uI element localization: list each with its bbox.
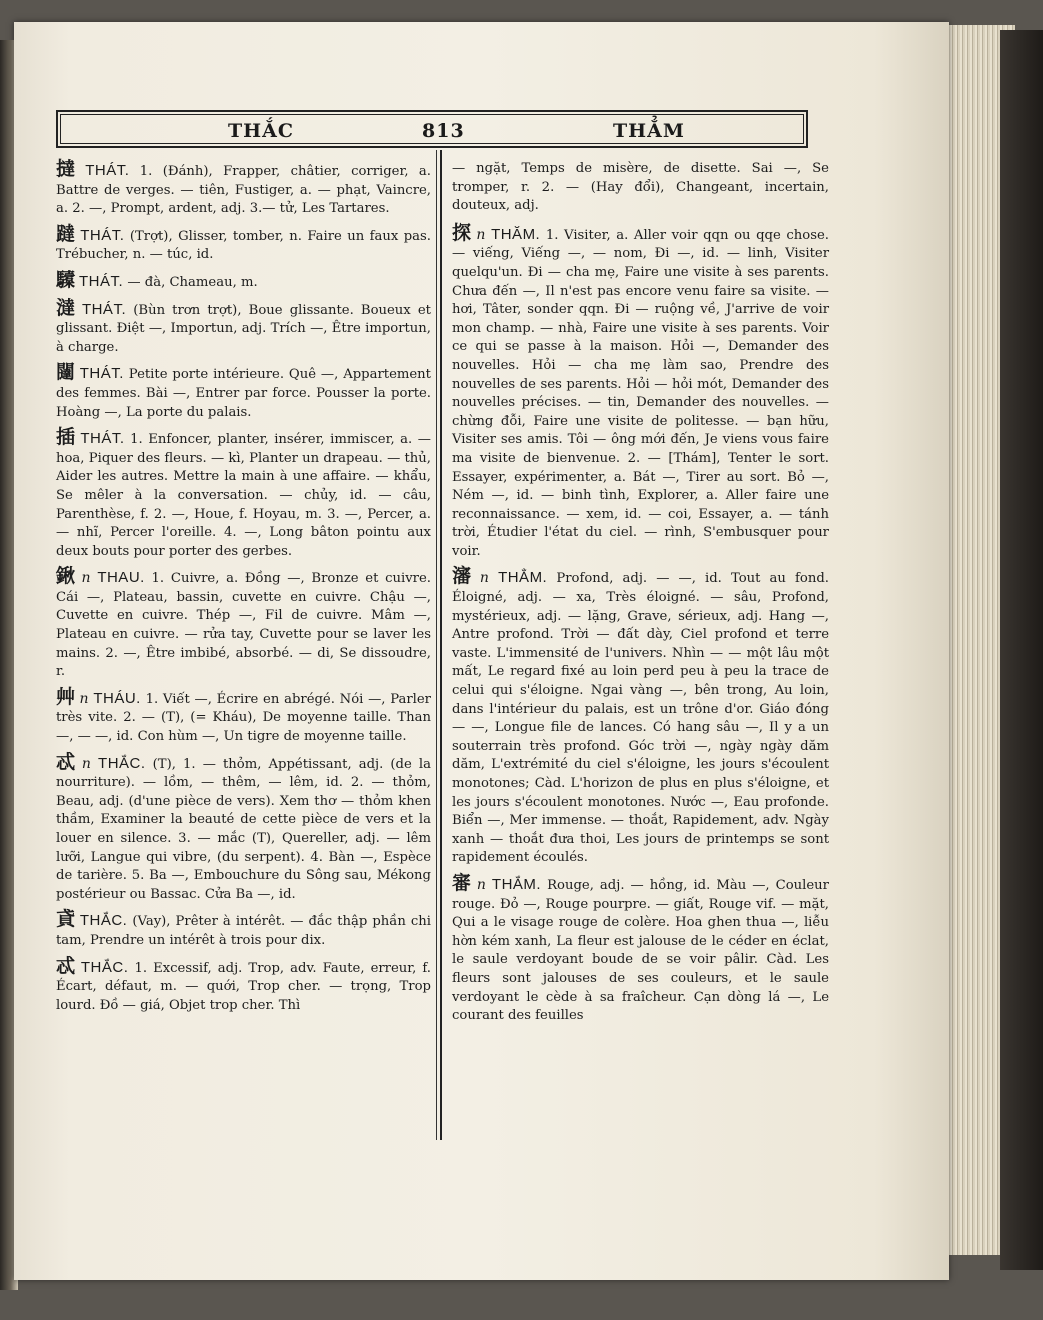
dictionary-entry [56, 296, 431, 358]
entry-character: 艸 [56, 685, 76, 708]
continued-entry-text: — ngặt, Temps de misère, de disette. Sai —, Se tromper, r. 2. — (Hay đổi), Changeant, incertain, douteux, adj. [452, 161, 829, 214]
dictionary-entry [452, 871, 829, 1026]
dictionary-entry [56, 268, 431, 293]
entry-character: 澾 [56, 296, 78, 319]
header-left-word: THẮC [228, 120, 294, 142]
dictionary-entry [56, 567, 431, 682]
entry-definition: (Vay), Prêter à intérêt. — đắc thập phần chi tam, Prendre un intérêt à trois pour dix. [56, 914, 431, 948]
entry-definition: (T), 1. — thỏm, Appétissant, adj. (de la nourriture). — lồm, — thêm, — lêm, id. 2. — thỏm, Beau, adj. (d'une pièce de vers). Xem thơ — thỏm khen thầm, Examiner la beauté de cette pièce de vers et la louer en silence. 3. — mắc (T), Quereller, adj. — lêm lưỡi, Langue qui vibre, (du serpent). 4. Bàn —, Espèce de tarière. 5. Ba —, Embouchure du Sông sau, Mékong postérieur ou Bassac. Cửa Ba —, id. [56, 756, 431, 902]
entry-headword: THAU. [97, 569, 145, 587]
entry-character: 審 [452, 871, 473, 894]
dictionary-entry [452, 567, 829, 868]
entry-headword: THẮC. [98, 754, 146, 772]
entry-headword: THÁU. [93, 689, 141, 707]
entry-pos-marker: n [476, 876, 486, 893]
book-cover-right [1000, 30, 1043, 1270]
entry-pos-marker: n [79, 690, 89, 707]
entry-headword: THÁT. [85, 162, 130, 179]
entry-pos-marker: n [81, 570, 91, 587]
dictionary-entry [56, 910, 431, 950]
entry-character: 闥 [56, 361, 76, 384]
page-number: 813 [422, 120, 465, 142]
entry-headword: THẮM. [491, 875, 542, 893]
entry-character: 探 [452, 221, 473, 244]
entry-definition: Profond, adj. — —, id. Tout au fond. Éloigné, adj. — xa, Très éloigné. — sâu, Profond, mystérieux, adj. — lặng, Grave, sérieux, adj. Hang —, Antre profond. Trời — đất dày, Ciel profond et terre vaste. L'immensité de l'univers. Nhìn — — một lâu một mất, Le regard fixé au loin perd peu à peu la trace de celui qui s'éloigne. Ngai vàng —, bên trong, Au loin, dans l'intérieur du palais, est un trône d'or. Giáo đóng — —, Longue file de lances. Có hang sâu —, Il y a un souterrain très profond. Góc trời —, ngày ngày dăm dăm, L'extrémité du ciel s'éloigne, les jours s'écoulent monotones; Càd. L'horizon de plus en plus s'éloigne, et les jours s'écoulent monotones. Nước —, Eau profonde. Biển —, Mer immense. — thoắt, Rapidement, adv. Ngày xanh — thoắt đưa thoi, Les jours de printemps se sont rapidement écoulés. [452, 571, 829, 866]
entry-character: 瀋 [452, 565, 476, 588]
entry-headword: THÁT. [79, 272, 124, 290]
entry-pos-marker: n [476, 226, 486, 243]
entry-headword: THẮC. [79, 912, 128, 930]
entry-definition: Petite porte intérieure. Quê —, Appartement des femmes. Bài —, Entrer par force. Pousser la porte. Hoàng —, La porte du palais. [56, 367, 431, 420]
dictionary-entry [56, 685, 431, 747]
dictionary-entry [452, 221, 829, 562]
dictionary-entry [56, 428, 431, 561]
header-right-word: THẲM [613, 120, 685, 142]
entry-character: 鍬 [56, 565, 78, 588]
entry-headword: THẮC. [80, 958, 129, 976]
column-divider-thin [436, 150, 437, 1140]
entry-definition: 1. Viết —, Écrire en abrégé. Nói —, Parler très vite. 2. — (T), (= Kháu), De moyenne taille. Than —, — —, id. Con hùm —, Un tigre de moyenne taille. [56, 691, 431, 745]
left-column [56, 160, 431, 1021]
entry-character: 忒 [56, 954, 77, 977]
entry-headword: THÁT. [79, 365, 124, 383]
dictionary-entry [56, 750, 431, 905]
entry-headword: THĂM. [491, 225, 541, 243]
entry-definition: 1. Excessif, adj. Trop, adv. Faute, erreur, f. Écart, défaut, m. — quới, Trop cher. — trọng, Trop lourd. Đồ — giá, Objet trop cher. Thì [56, 960, 431, 1013]
column-divider [440, 150, 442, 1140]
entry-pos-marker: n [479, 570, 489, 587]
entry-character: 驝 [56, 268, 76, 291]
dictionary-entry [56, 160, 431, 219]
entry-definition: 1. Cuivre, a. Đồng —, Bronze et cuivre. Cái —, Plateau, bassin, cuvette en cuivre. Chậu —, Cuvette en cuivre. Thép —, Fil de cuivre. Mâm —, Plateau en cuivre. — rửa tay, Cuvette pour se laver les mains. 2. —, Être imbibé, absorbé. — di, Se dissoudre, r. [56, 571, 431, 680]
entry-definition: Rouge, adj. — hồng, id. Màu —, Couleur rouge. Đỏ —, Rouge pourpre. — giất, Rouge vif. — mặt, Qui a le visage rouge de colère. Hoa ghen thua —, liễu hờn kém xanh, La fleur est jalouse de le céder en éclat, le saule verdoyant boude de se voir pâlir. Càd. Les fleurs sont jalouses de ses couleurs, et le saule verdoyant le cède à sa fraîcheur. Cạn dòng lá —, Le courant des feuilles [452, 877, 829, 1024]
entry-pos-marker: n [81, 755, 91, 772]
entry-character: 插 [56, 426, 77, 449]
entry-headword: THẲM. [498, 569, 548, 587]
entry-definition: (Bùn trơn trợt), Boue glissante. Boueux et glissant. Điệt —, Importun, adj. Trích —, Être importun, à charge. [56, 302, 431, 355]
entry-definition: — đà, Chameau, m. [127, 274, 258, 290]
entry-character: 躂 [56, 222, 77, 245]
dictionary-entry [56, 954, 431, 1016]
entry-definition: 1. Visiter, a. Aller voir qqn ou qqe chose. — viếng, Viếng —, — nom, Đi —, id. — linh, Visiter quelqu'un. Đi — cha mẹ, Faire une visite à ses parents. Chưa đến —, Il n'est pas encore venu faire sa visite. — hơi, Tâter, sonder qqn. Đi — ruộng về, J'arrive de voir mon champ. — nhà, Faire une visite à ses parents. Voir ce qui se passe à la maison. Hỏi —, Demander des nouvelles. Hỏi — cha mẹ làm sao, Prendre des nouvelles de ses parents. Hỏi — hỏi mót, Demander des nouvelles précises. — tin, Demander des nouvelles. — chừng đỗi, Faire une visite de politesse. — bạn hữu, Visiter ses amis. Tôi — ông mới đến, Je viens vous faire ma visite de bienvenue. 2. — [Thám], Tenter le sort. Essayer, expérimenter, a. Bát —, Tirer au sort. Bỏ —, Ném —, id. — binh tình, Explorer, a. Aller faire une reconnaissance. — xem, id. — coi, Essayer, a. — tánh trời, Étudier l'état du ciel. — rình, S'embusquer pour voir. [452, 227, 829, 559]
dictionary-entry [56, 222, 431, 265]
entry-definition: (Trợt), Glisser, tomber, n. Faire un faux pas. Trébucher, n. — túc, id. [56, 228, 431, 263]
entry-character: 撻 [56, 158, 82, 180]
entry-definition: 1. Enfoncer, planter, insérer, immiscer, a. — hoa, Piquer des fleurs. — kì, Planter un drapeau. — thủ, Aider les autres. Mettre la main à une affaire. — khẩu, Se mêler à la conversation. — chủy, id. — câu, Parenthèse, f. 2. —, Houe, f. Hoyau, m. 3. —, Percer, a. — nhĩ, Percer l'oreille. 4. —, Long bâton pointu aux deux bouts pour porter des gerbes. [56, 432, 431, 559]
entry-headword: THÁT. [80, 430, 125, 448]
entry-definition: 1. (Đánh), Frapper, châtier, corriger, a. Battre de verges. — tiên, Fustiger, a. — phạt, Vaincre, a. 2. —, Prompt, ardent, adj. 3.— tử, Les Tartares. [56, 164, 431, 217]
running-header [56, 110, 808, 148]
entry-headword: THÁT. [80, 226, 125, 244]
entry-headword: THÁT. [81, 300, 127, 318]
entry-character: 忒 [56, 750, 78, 773]
dictionary-entry [56, 363, 431, 422]
entry-character: 貣 [56, 908, 76, 931]
right-column [452, 160, 829, 1032]
